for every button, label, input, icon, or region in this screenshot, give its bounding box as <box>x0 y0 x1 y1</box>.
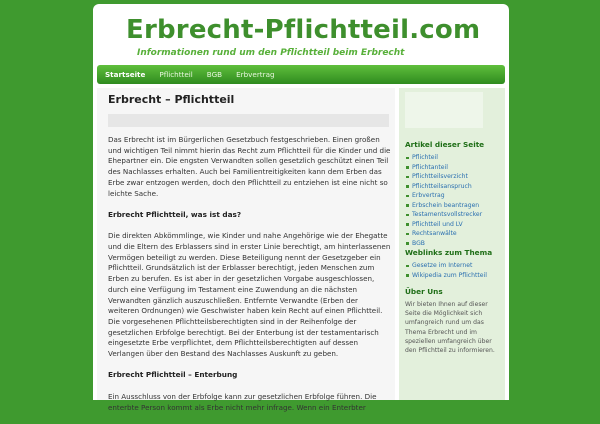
sidebar-link[interactable]: Erbschein beantragen <box>405 201 501 211</box>
sidebar-link[interactable]: Pflichteil <box>405 153 501 163</box>
about-text: Wir bieten Ihnen auf dieser Seite die Möglichkeit sich umfangreich rund um das Thema Erbrecht und im speziellen umfangreich über den Pflichtteil zu informieren. <box>405 301 495 355</box>
nav-item-erbvertrag[interactable]: Erbvertrag <box>236 70 275 79</box>
site-tagline: Informationen rund um den Pflichtteil beim Erbrecht <box>137 48 405 58</box>
sidebar-link[interactable]: Pflichtteil und LV <box>405 220 501 230</box>
sidebar-link[interactable]: Pflichtanteil <box>405 163 501 173</box>
sidebar-link[interactable]: Pflichtteilsverzicht <box>405 172 501 182</box>
sidebar-heading: Artikel dieser Seite <box>405 140 485 149</box>
paragraph-intro: Das Erbrecht ist im Bürgerlichen Gesetzbuch festgeschrieben. Einen großen und wichtigen Teil nimmt hierin das Recht zum Pflichtteil für die Kinder und die Ehepartner ein. Die engsten Verwandten sollen gesetzlich geschützt einen Teil des Nachlasses erhalten. Auch bei Familientreitigkeiten kann dem Erben das Erbe zwar entzogen werden, doch den Pflichtteil zu entziehen ist eine nicht so leichte Sache. <box>108 135 391 198</box>
nav-item-bgb[interactable]: BGB <box>206 70 223 79</box>
sidebar-link[interactable]: Rechtsanwälte <box>405 229 501 239</box>
sidebar-link[interactable]: BGB <box>405 239 501 249</box>
sidebar-heading: Weblinks zum Thema <box>405 248 493 257</box>
sidebar-link[interactable]: Erbvertrag <box>405 191 501 201</box>
main-content <box>97 88 395 412</box>
sidebar-about <box>405 287 501 355</box>
sidebar-link[interactable]: Testamentsvollstrecker <box>405 210 501 220</box>
sidebar-link[interactable]: Wikipedia zum Pflichtteil <box>405 271 501 281</box>
post-meta-bar <box>108 114 389 127</box>
nav-item-startseite[interactable]: Startseite <box>105 70 146 79</box>
main-nav <box>97 65 505 84</box>
section-heading: Erbrecht Pflichtteil – Enterbung <box>108 370 238 380</box>
post-title: Erbrecht – Pflichtteil <box>108 93 235 106</box>
sidebar-link[interactable]: Pflichtteilsanspruch <box>405 182 501 192</box>
post-body <box>108 135 391 424</box>
sidebar-heading: Über Uns <box>405 287 443 296</box>
paragraph-enterbung: Ein Ausschluss von der Erbfolge kann zur gesetzlichen Erbfolge führen. Die enterbte Person kommt als Erbe nicht mehr infrage. Wenn ein Enterbter <box>108 391 377 412</box>
section-heading: Erbrecht Pflichtteil, was ist das? <box>108 209 242 219</box>
sidebar <box>399 88 505 400</box>
paragraph-pflichtteil: Die direkten Abkömmlinge, wie Kinder und nahe Angehörige wie der Ehegatte und die Eltern des Erblassers sind in erster Linie berechtigt, am hinterlassenen Vermögen beteiligt zu werden. Diese Beteiligung nennt der Gesetzgeber ein Pflichtteil. Grundsätzlich ist der Erblasser berechtigt, jeden Menschen zum Erben zu berufen. Es ist aber in der gesetzlichen Vorgabe ausgeschlossen, durch eine Verfügung im Testament eine Zuwendung an die nächsten Verwandten gänzlich auszuschließen. Entfernte Verwandte (Erben der weiteren Ordnungen) wie Geschwister haben kein Recht auf einen Pflichtteil. Die vorgesehenen Pflichtteilsberechtigten sind in der Reihenfolge der gesetzlichen Erbfolge berechtigt. Bei der Enterbung ist der testamentarisch eingesetzte Erbe verpflichtet, dem Pflichtteilsberechtigten auf dessen Verlangen über den Bestand des Nachlasses Auskunft zu geben. <box>108 231 391 359</box>
sidebar-weblinks <box>405 248 501 280</box>
sidebar-articles <box>405 140 501 248</box>
page-wrapper <box>93 4 509 412</box>
site-title[interactable]: Erbrecht-Pflichtteil.com <box>126 15 481 45</box>
sidebar-link[interactable]: Gesetze im Internet <box>405 261 501 271</box>
ad-placeholder <box>405 92 483 128</box>
nav-item-pflichtteil[interactable]: Pflichtteil <box>159 70 193 79</box>
